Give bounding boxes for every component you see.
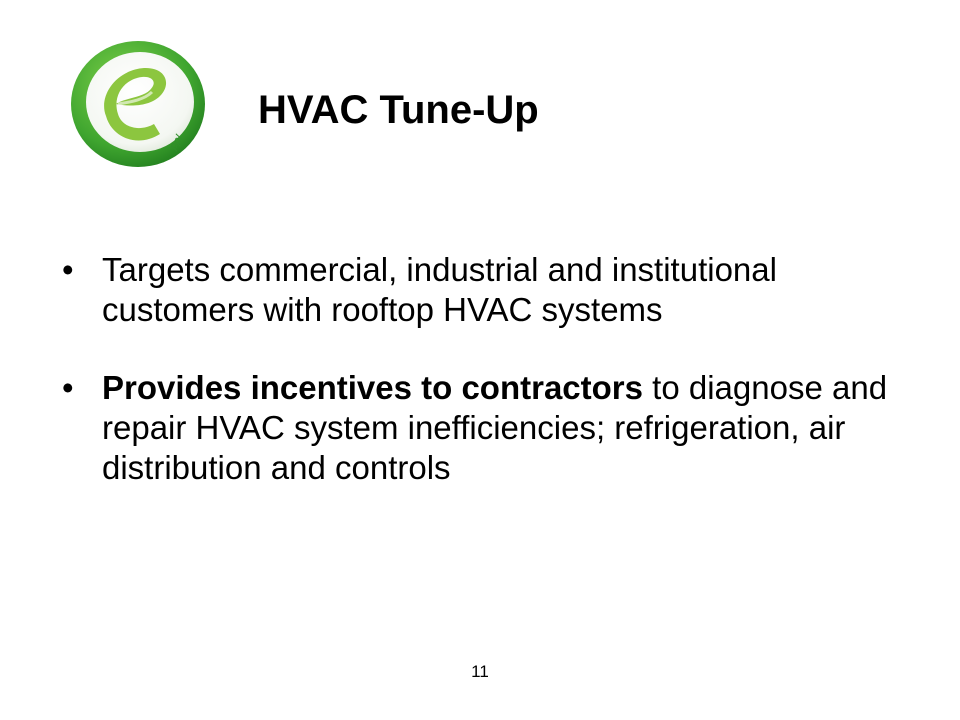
slide-title: HVAC Tune-Up — [258, 88, 539, 132]
bullet-text: Targets commercial, industrial and institutional customers with rooftop HVAC systems — [102, 251, 777, 328]
bullet-item — [62, 250, 912, 330]
page-number: 11 — [471, 662, 489, 681]
e-ppl-logo-icon — [68, 38, 208, 170]
bullet-text: to diagnose and repair HVAC system inefficiencies; refrigeration, air distribution and controls — [102, 369, 888, 486]
logo-mark: ppl — [167, 133, 186, 152]
bullet-list — [62, 250, 912, 488]
bullet-bold-text: Provides incentives to contractors — [102, 369, 644, 406]
bullet-item — [62, 368, 912, 488]
bullet-dot: • — [62, 369, 74, 406]
bullet-dot: • — [62, 251, 74, 288]
